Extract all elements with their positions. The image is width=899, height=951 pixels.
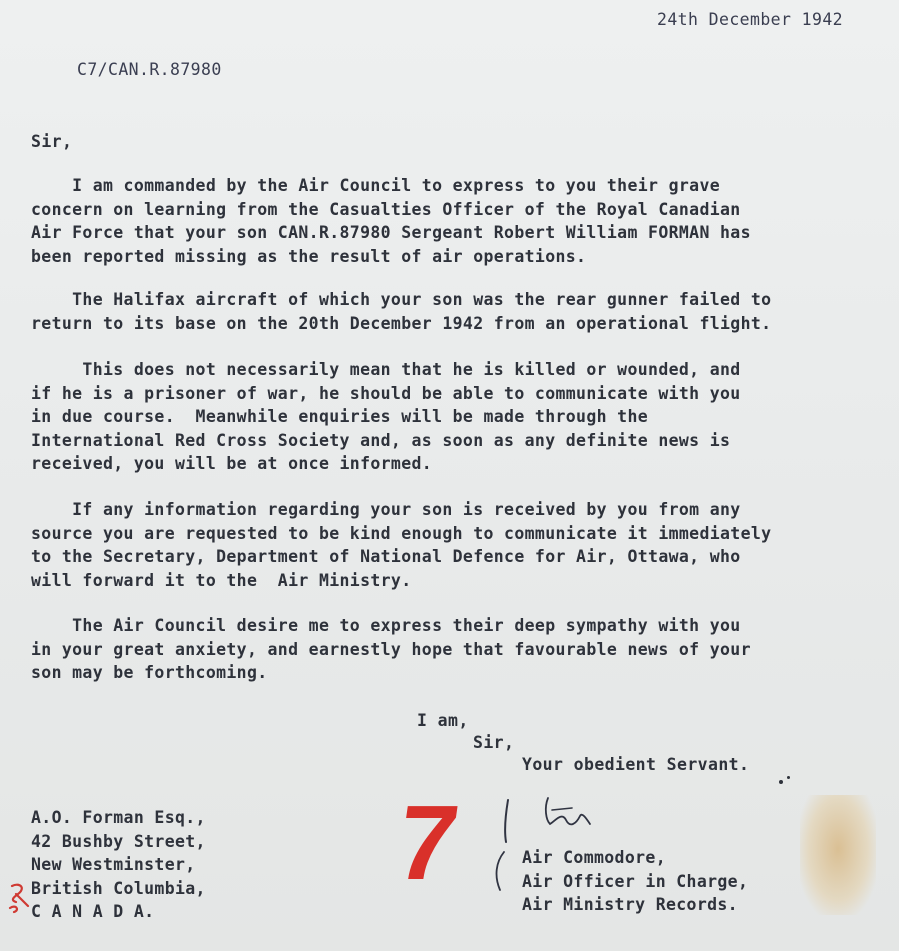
paragraph-line: will forward it to the Air Ministry.: [31, 570, 412, 590]
paragraph-line: source you are requested to be kind enough to communicate it immediately: [31, 523, 772, 543]
paragraph-line: If any information regarding your son is received by you from any: [31, 500, 741, 519]
red-handwritten-number: 7: [389, 784, 466, 902]
paragraph-line: to the Secretary, Department of National Defence for Air, Ottawa, who: [31, 547, 741, 566]
address-line: British Columbia,: [31, 878, 206, 898]
paragraph-5: [31, 614, 751, 685]
paragraph-line: Air Force that your son CAN.R.87980 Sergeant Robert William FORMAN has: [31, 223, 751, 242]
closing-servant: Your obedient Servant.: [522, 755, 750, 774]
signatory-line: Air Officer in Charge,: [522, 871, 749, 891]
paragraph-line: This does not necessarily mean that he is killed or wounded, and: [31, 360, 741, 379]
paragraph-line: in due course. Meanwhile enquiries will be made through the: [31, 407, 649, 426]
address-line: A.O. Forman Esq.,: [31, 808, 206, 827]
paper-stain: [800, 795, 876, 915]
signature: [486, 790, 616, 900]
paragraph-2: [31, 288, 771, 335]
paragraph-line: if he is a prisoner of war, he should be able to communicate with you: [31, 383, 741, 403]
paragraph-line: received, you will be at once informed.: [31, 454, 433, 473]
address-line: New Westminster,: [31, 855, 196, 874]
paragraph-line: International Red Cross Society and, as soon as any definite news is: [31, 430, 731, 450]
paragraph-line: I am commanded by the Air Council to express to you their grave: [31, 176, 721, 195]
address-line: 42 Bushby Street,: [31, 831, 206, 851]
salutation: Sir,: [31, 132, 73, 151]
closing-i-am: I am,: [417, 711, 469, 730]
signatory-line: Air Ministry Records.: [522, 895, 738, 914]
letter-date: 24th December 1942: [657, 10, 844, 29]
paragraph-4: [31, 498, 771, 592]
address-line: C A N A D A.: [31, 902, 155, 921]
reference-number: C7/CAN.R.87980: [77, 60, 222, 79]
ink-dot: [787, 776, 790, 779]
red-pencil-mark: [6, 880, 36, 916]
paragraph-line: The Air Council desire me to express their deep sympathy with you: [31, 616, 741, 635]
paragraph-line: return to its base on the 20th December 1942 from an operational flight.: [31, 313, 772, 333]
closing-sir: Sir,: [473, 733, 515, 752]
paragraph-3: [31, 358, 741, 476]
paragraph-line: been reported missing as the result of air operations.: [31, 246, 587, 266]
addressee-block: [31, 806, 206, 924]
paragraph-line: in your great anxiety, and earnestly hope that favourable news of your: [31, 639, 751, 659]
signatory-line: Air Commodore,: [522, 848, 666, 867]
paragraph-line: The Halifax aircraft of which your son was the rear gunner failed to: [31, 290, 772, 309]
paragraph-1: [31, 174, 751, 268]
paragraph-line: concern on learning from the Casualties Officer of the Royal Canadian: [31, 199, 741, 219]
ink-dot: [779, 780, 783, 784]
paragraph-line: son may be forthcoming.: [31, 663, 268, 682]
